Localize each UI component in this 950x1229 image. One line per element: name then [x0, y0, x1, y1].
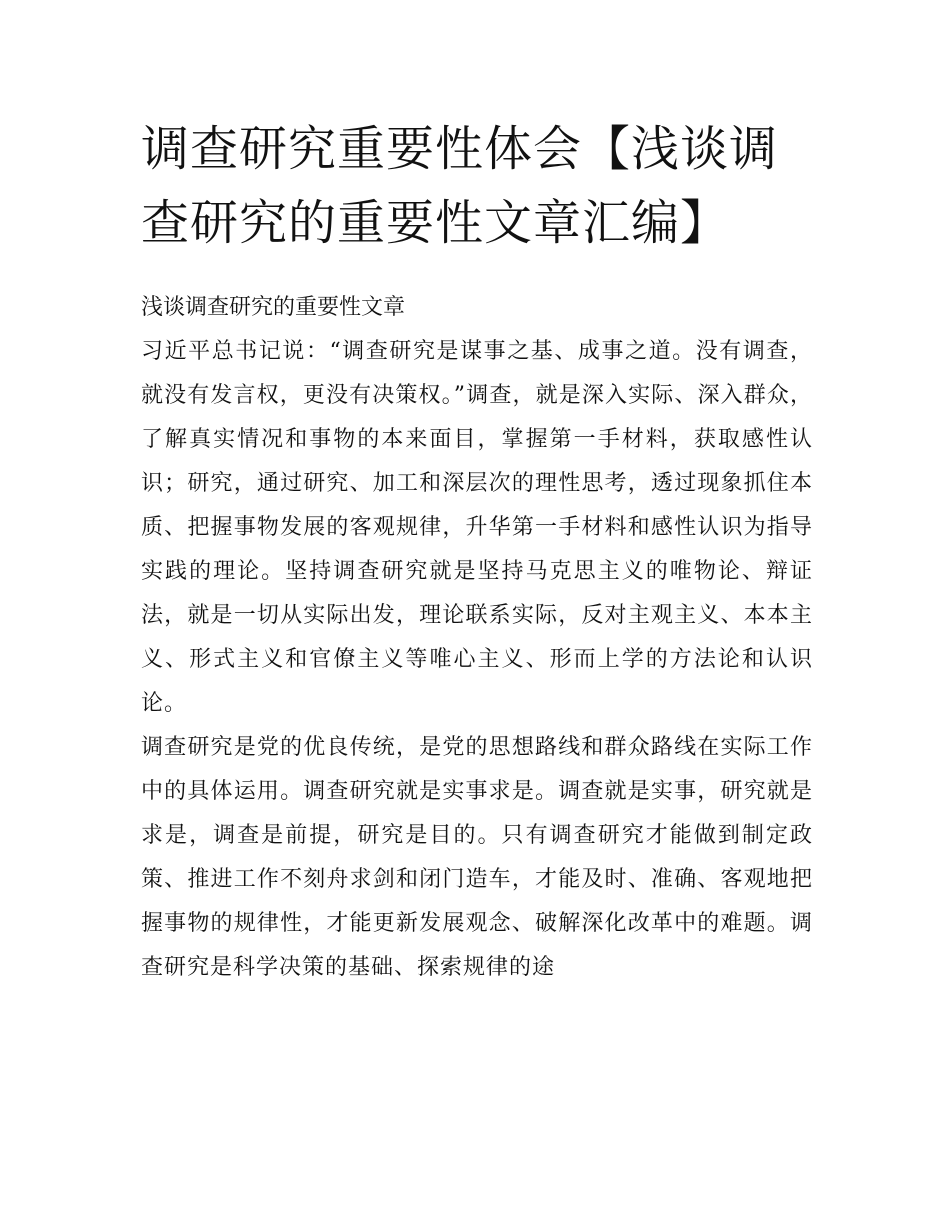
body-paragraph-1: 习近平总书记说：“调查研究是谋事之基、成事之道。没有调查，就没有发言权，更没有决策权。”调查，就是深入实际、深入群众，了解真实情况和事物的本来面目，掌握第一手材料，获取感性认识；研究，通过研究、加工和深层次的理性思考，透过现象抓住本质、把握事物发展的客观规律，升华第一手材料和感性认识为指导实践的理论。坚持调查研究就是坚持马克思主义的唯物论、辩证法，就是一切从实际出发，理论联系实际，反对主观主义、本本主义、形式主义和官僚主义等唯心主义、形而上学的方法论和认识论。	[141, 339, 813, 716]
document-content	[141, 112, 813, 990]
document-title: 调查研究重要性体会【浅谈调查研究的重要性文章汇编】	[141, 121, 779, 251]
body-paragraph-2: 调查研究是党的优良传统，是党的思想路线和群众路线在实际工作中的具体运用。调查研究就是实事求是。调查就是实事，研究就是求是，调查是前提，研究是目的。只有调查研究才能做到制定政策、推进工作不刻舟求剑和闭门造车，才能及时、准确、客观地把握事物的规律性，才能更新发展观念、破解深化改革中的难题。调查研究是科学决策的基础、探索规律的途	[141, 735, 813, 980]
document-subtitle: 浅谈调查研究的重要性文章	[141, 295, 406, 320]
